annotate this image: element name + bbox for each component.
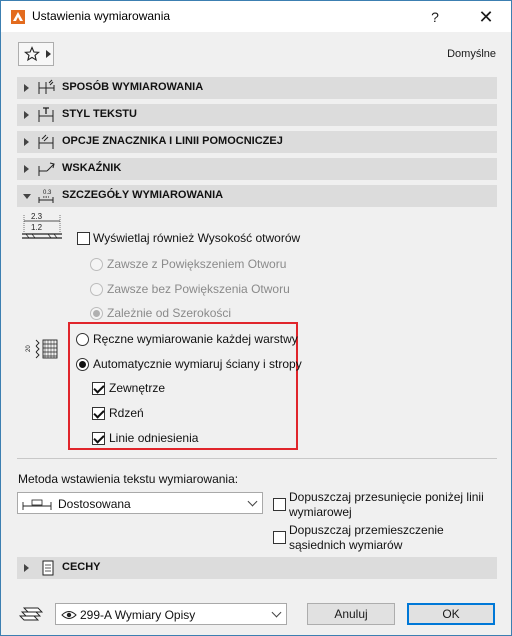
chevron-right-icon xyxy=(46,50,51,58)
section-text-style[interactable] xyxy=(17,104,497,126)
title-bar xyxy=(1,1,511,32)
composite-layers-icon xyxy=(23,337,65,363)
section-properties[interactable] xyxy=(17,557,497,579)
reference-lines-label: Linie odniesienia xyxy=(109,431,199,445)
ok-button[interactable]: OK xyxy=(407,603,495,625)
svg-text:0.3: 0.3 xyxy=(43,190,52,196)
section-label: STYL TEKSTU xyxy=(62,108,137,120)
svg-text:2.3: 2.3 xyxy=(31,212,43,221)
core-label: Rdzeń xyxy=(109,406,144,420)
depending-on-width-radio[interactable] xyxy=(90,307,103,320)
favorites-button[interactable] xyxy=(18,42,54,66)
layer-icon xyxy=(18,604,46,622)
expand-arrow-icon xyxy=(24,138,29,146)
section-dimension-method[interactable] xyxy=(17,77,497,99)
defaults-label: Domyślne xyxy=(447,48,496,60)
placement-method-value: Dostosowana xyxy=(58,497,131,511)
allow-move-adjacent-label: Dopuszczaj przemieszczenie sąsiednich wymiarów xyxy=(289,523,444,552)
pointer-icon xyxy=(37,160,59,178)
external-checkbox[interactable] xyxy=(92,382,105,395)
show-opening-height-label: Wyświetlaj również Wysokość otworów xyxy=(93,231,301,245)
always-without-reveal-label: Zawsze bez Powiększenia Otworu xyxy=(107,282,290,296)
section-label: WSKAŹNIK xyxy=(62,162,122,174)
expand-arrow-icon xyxy=(24,84,29,92)
dimension-app-icon xyxy=(10,9,26,25)
allow-shift-below-label: Dopuszczaj przesunięcie poniżej linii wymiarowej xyxy=(289,490,484,519)
collapse-arrow-icon xyxy=(23,194,31,199)
external-label: Zewnętrze xyxy=(109,381,166,395)
section-label: OPCJE ZNACZNIKA I LINII POMOCNICZEJ xyxy=(62,135,283,147)
allow-shift-below-checkbox[interactable] xyxy=(273,498,286,511)
placement-method-label: Metoda wstawienia tekstu wymiarowania: xyxy=(18,472,239,486)
eye-icon xyxy=(61,609,77,621)
section-label: CECHY xyxy=(62,561,101,573)
section-pointer[interactable] xyxy=(17,158,497,180)
close-button[interactable]: ✕ xyxy=(478,7,494,27)
expand-arrow-icon xyxy=(24,165,29,173)
always-without-reveal-radio[interactable] xyxy=(90,283,103,296)
dimension-details-icon xyxy=(37,187,59,205)
section-label: SPOSÓB WYMIAROWANIA xyxy=(62,81,204,93)
cancel-button[interactable]: Anuluj xyxy=(307,603,395,625)
window-title: Ustawienia wymiarowania xyxy=(32,9,171,23)
core-checkbox[interactable] xyxy=(92,407,105,420)
section-label: SZCZEGÓŁY WYMIAROWANIA xyxy=(62,189,224,201)
help-button[interactable]: ? xyxy=(431,9,439,25)
svg-text:1.2: 1.2 xyxy=(31,223,43,232)
chevron-down-icon xyxy=(272,608,282,618)
layer-value: 299-A Wymiary Opisy xyxy=(80,608,196,622)
manual-layer-dimension-radio[interactable] xyxy=(76,333,89,346)
svg-text:20: 20 xyxy=(26,345,32,352)
reference-lines-checkbox[interactable] xyxy=(92,432,105,445)
star-icon xyxy=(24,46,40,62)
always-with-reveal-label: Zawsze z Powiększeniem Otworu xyxy=(107,257,287,271)
divider xyxy=(17,458,497,459)
show-opening-height-checkbox[interactable] xyxy=(77,232,90,245)
auto-dimension-walls-label: Automatycznie wymiaruj ściany i stropy xyxy=(93,357,302,371)
text-placement-icon xyxy=(22,497,52,511)
text-style-icon xyxy=(37,106,59,124)
auto-dimension-walls-radio[interactable] xyxy=(76,358,89,371)
manual-layer-dimension-label: Ręczne wymiarowanie każdej warstwy xyxy=(93,332,298,346)
section-marker-options[interactable] xyxy=(17,131,497,153)
opening-height-icon xyxy=(18,210,66,242)
expand-arrow-icon xyxy=(24,111,29,119)
depending-on-width-label: Zależnie od Szerokości xyxy=(107,306,232,320)
chevron-down-icon xyxy=(248,497,258,507)
layer-select[interactable] xyxy=(55,603,287,625)
document-icon xyxy=(37,559,59,577)
expand-arrow-icon xyxy=(24,564,29,572)
placement-method-select[interactable] xyxy=(17,492,263,514)
allow-move-adjacent-checkbox[interactable] xyxy=(273,531,286,544)
section-dimension-details[interactable] xyxy=(17,185,497,207)
marker-options-icon xyxy=(37,133,59,151)
always-with-reveal-radio[interactable] xyxy=(90,258,103,271)
dimension-method-icon xyxy=(37,79,59,97)
